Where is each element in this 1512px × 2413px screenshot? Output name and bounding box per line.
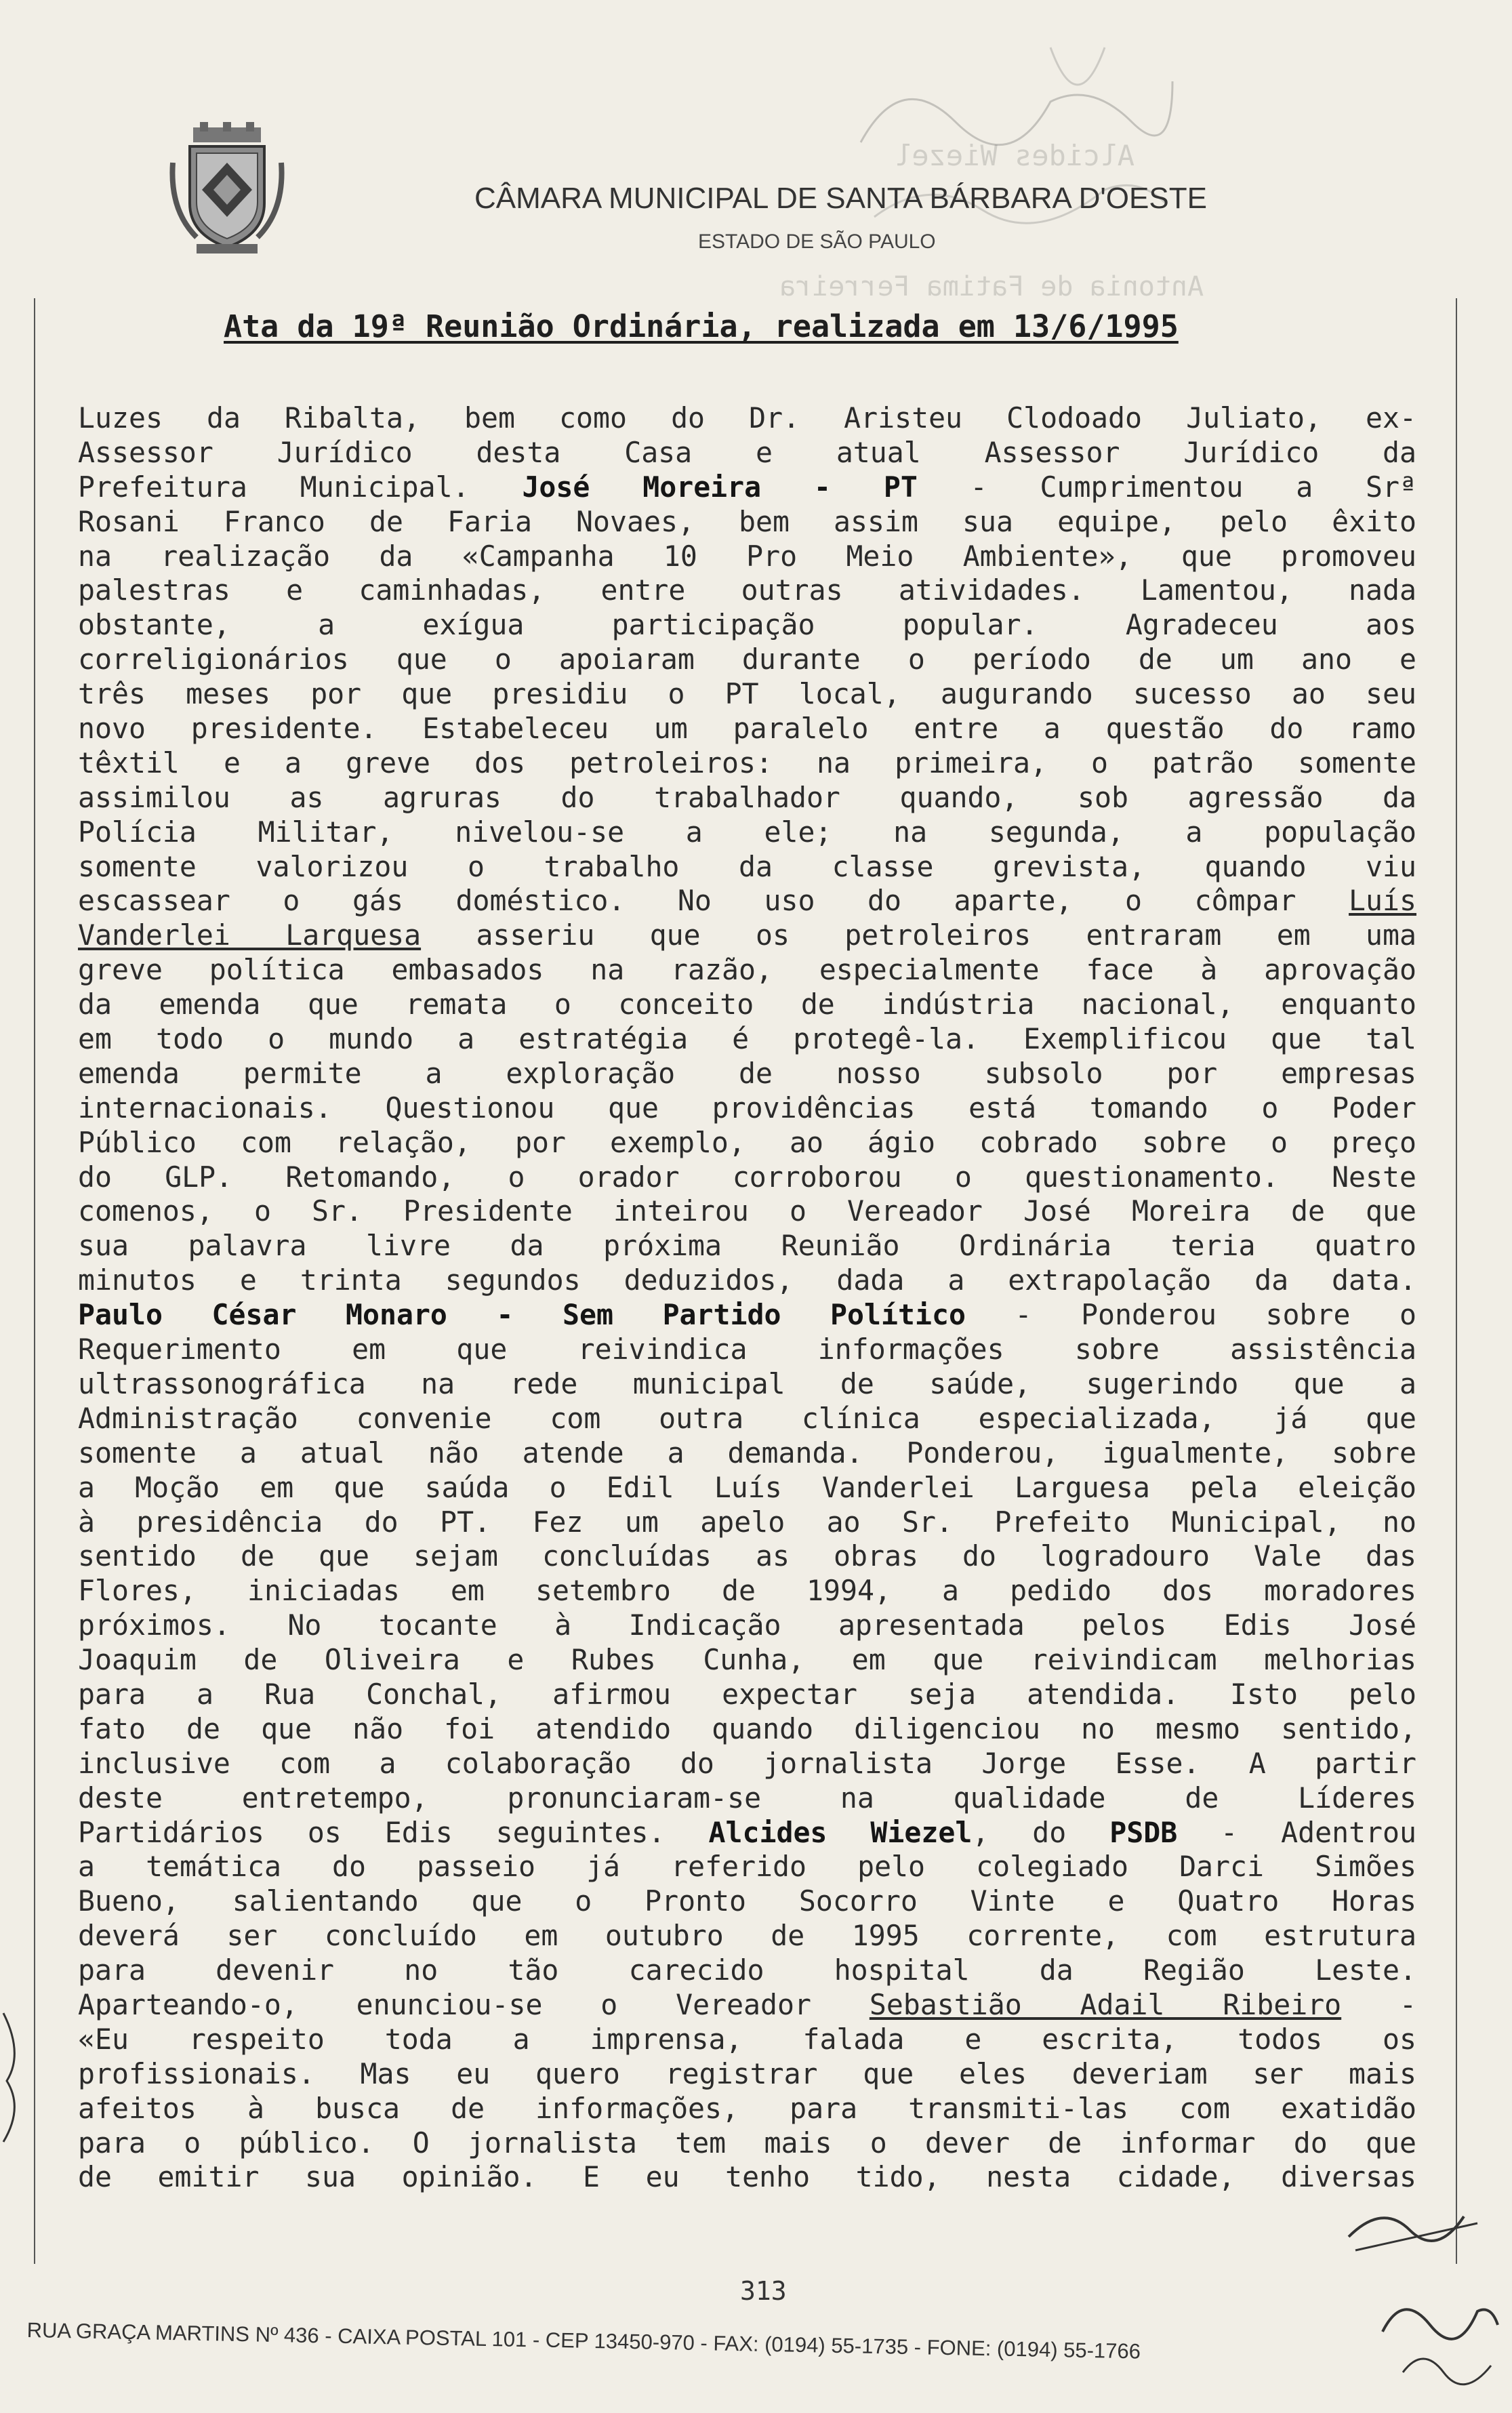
text-line [78, 1333, 1416, 1367]
text-line [78, 1678, 1416, 1712]
line-segment-text: ultrassonográfica na rede municipal de saúde, sugerindo que a [78, 1366, 1416, 1400]
line-segment-text: à presidência do PT. Fez um apelo ao Sr. Prefeito Municipal, no [78, 1505, 1416, 1539]
line-segment-text: para a Rua Conchal, afirmou expectar seja atendida. Isto pelo [78, 1677, 1416, 1711]
line-segment-pre: Aparteando-o, enunciou-se o Vereador [78, 1987, 870, 2021]
line-segment-text: emenda permite a exploração de nosso subsolo por empresas [78, 1056, 1416, 1090]
text-line [78, 2057, 1416, 2092]
line-segment-text: afeitos à busca de informações, para transmiti-las com exatidão [78, 2091, 1416, 2125]
line-segment-post: - Ponderou sobre o [965, 1298, 1417, 1332]
text-line [78, 1747, 1416, 1781]
line-segment-text: da emenda que remata o conceito de indústria nacional, enquanto [78, 988, 1416, 1021]
text-line [78, 470, 1416, 505]
text-line [78, 1850, 1416, 1884]
text-line [78, 918, 1416, 953]
line-segment-text: somente valorizou o trabalho da classe grevista, quando viu [78, 849, 1416, 883]
line-segment-text: do GLP. Retomando, o orador corroborou o questionamento. Neste [78, 1160, 1416, 1194]
text-line [78, 953, 1416, 988]
text-line [78, 1953, 1416, 1988]
text-line [78, 1091, 1416, 1126]
text-line [78, 2160, 1416, 2195]
line-segment-text: sentido de que sejam concluídas as obras do logradouro Vale das [78, 1539, 1416, 1573]
line-segment-text: profissionais. Mas eu quero registrar que eles deveriam ser mais [78, 2056, 1416, 2090]
line-segment-text: greve política embasados na razão, especialmente face à aprovação [78, 953, 1416, 987]
text-line [78, 1057, 1416, 1091]
line-segment-text: deverá ser concluído em outubro de 1995 corrente, com estrutura [78, 1919, 1416, 1953]
text-line [78, 1160, 1416, 1195]
line-segment-post: asseriu que os petroleiros entraram em uma [421, 918, 1416, 952]
document-title: Ata da 19ª Reunião Ordinária, realizada em 13/6/1995 [224, 308, 1179, 344]
line-segment-text: fato de que não foi atendido quando diligenciou no mesmo sentido, [78, 1711, 1416, 1745]
line-segment-under: Vanderlei Larquesa [78, 918, 422, 952]
line-segment-text: Bueno, salientando que o Pronto Socorro Vinte e Quatro Horas [78, 1884, 1416, 1918]
line-segment-text: internacionais. Questionou que providências está tomando o Poder [78, 1091, 1416, 1124]
text-line [78, 884, 1416, 918]
line-segment-text: de emitir sua opinião. E eu tenho tido, nesta cidade, diversas [78, 2160, 1416, 2194]
line-segment-text: Joaquim de Oliveira e Rubes Cunha, em que reivindicam melhorias [78, 1643, 1416, 1677]
line-segment-pre: Prefeitura Municipal. [78, 470, 523, 504]
line-segment-text: somente a atual não atende a demanda. Ponderou, igualmente, sobre [78, 1436, 1416, 1469]
line-segment-text: inclusive com a colaboração do jornalista Jorge Esse. A partir [78, 1746, 1416, 1780]
text-line [78, 1367, 1416, 1402]
municipal-crest-icon [169, 122, 285, 258]
line-segment-text: deste entretempo, pronunciaram-se na qualidade de Líderes [78, 1781, 1416, 1814]
institution-name: CÂMARA MUNICIPAL DE SANTA BÁRBARA D'OESTE [474, 182, 1207, 215]
line-segment-post: - [1341, 1987, 1416, 2021]
text-line [78, 1816, 1416, 1850]
line-segment-pre: escassear o gás doméstico. No uso do aparte, o cômpar [78, 884, 1349, 918]
text-line [78, 436, 1416, 470]
line-segment-text: a Moção em que saúda o Edil Luís Vanderlei Larguesa pela eleição [78, 1470, 1416, 1504]
right-margin-rule [1456, 298, 1457, 2264]
line-segment-text: Público com relação, por exemplo, ao ágio cobrado sobre o preço [78, 1125, 1416, 1159]
text-line [78, 1126, 1416, 1160]
left-margin-rule [34, 298, 35, 2264]
line-segment-bold2: PSDB [1109, 1815, 1178, 1849]
text-line [78, 746, 1416, 781]
text-line [78, 1643, 1416, 1678]
line-segment-text: palestras e caminhadas, entre outras atividades. Lamentou, nada [78, 573, 1416, 607]
line-segment-bold: Paulo César Monaro - Sem Partido Político [78, 1298, 966, 1332]
line-segment-text: novo presidente. Estabeleceu um paralelo entre a questão do ramo [78, 712, 1416, 746]
bleed-through-name-1: Alcides Wiezel [895, 139, 1135, 172]
text-line [78, 815, 1416, 850]
text-line [78, 573, 1416, 608]
text-line [78, 1884, 1416, 1919]
line-segment-under: Luís [1349, 884, 1416, 918]
signature-left-edge [0, 2000, 27, 2155]
line-segment-text: Luzes da Ribalta, bem como do Dr. Aristeu Clodoado Juliato, ex- [78, 401, 1416, 434]
signature-bottom-right [1342, 2196, 1505, 2399]
line-segment-post: - Cumprimentou a Srª [917, 470, 1416, 504]
text-line [78, 1781, 1416, 1816]
line-segment-text: para o público. O jornalista tem mais o dever de informar do que [78, 2126, 1416, 2159]
line-segment-text: três meses por que presidiu o PT local, augurando sucesso ao seu [78, 677, 1416, 711]
text-line [78, 1022, 1416, 1057]
text-line [78, 1505, 1416, 1540]
line-segment-post: - Adentrou [1177, 1815, 1417, 1849]
text-line [78, 1298, 1416, 1333]
line-segment-text: minutos e trinta segundos deduzidos, dada a extrapolação da data. [78, 1263, 1416, 1297]
footer-address: RUA GRAÇA MARTINS Nº 436 - CAIXA POSTAL 101 - CEP 13450-970 - FAX: (0194) 55-1735 - FONE: (0194) 55-1766 [26, 2318, 1141, 2364]
text-line [78, 2126, 1416, 2161]
line-segment-pre: Partidários os Edis seguintes. [78, 1815, 709, 1849]
text-line [78, 1263, 1416, 1298]
text-line [78, 1539, 1416, 1574]
line-segment-text: próximos. No tocante à Indicação apresentada pelos Edis José [78, 1608, 1416, 1642]
line-segment-text: para devenir no tão carecido hospital da Região Leste. [78, 1953, 1416, 1987]
text-line [78, 2092, 1416, 2126]
line-segment-text: em todo o mundo a estratégia é protegê-la. Exemplificou que tal [78, 1022, 1416, 1056]
bleed-through-name-2: Antonia de Fatima Ferreira [779, 271, 1204, 302]
text-line [78, 1919, 1416, 1953]
text-line [78, 988, 1416, 1022]
line-segment-mid: , do [972, 1815, 1110, 1849]
line-segment-text: Assessor Jurídico desta Casa e atual Assessor Jurídico da [78, 435, 1416, 469]
text-line [78, 401, 1416, 436]
text-line [78, 505, 1416, 540]
line-segment-text: Flores, iniciadas em setembro de 1994, a pedido dos moradores [78, 1574, 1416, 1608]
text-line [78, 608, 1416, 643]
line-segment-under: Sebastião Adail Ribeiro [869, 1987, 1342, 2021]
state-name: ESTADO DE SÃO PAULO [698, 230, 936, 253]
text-line [78, 677, 1416, 712]
text-line [78, 1194, 1416, 1229]
text-line [78, 1712, 1416, 1747]
line-segment-text: Polícia Militar, nivelou-se a ele; na segunda, a população [78, 815, 1416, 849]
text-line [78, 643, 1416, 677]
line-segment-text: sua palavra livre da próxima Reunião Ordinária teria quatro [78, 1229, 1416, 1263]
line-segment-text: correligionários que o apoiaram durante o período de um ano e [78, 643, 1416, 676]
line-segment-text: a temática do passeio já referido pelo colegiado Darci Simões [78, 1850, 1416, 1884]
line-segment-text: têxtil e a greve dos petroleiros: na primeira, o patrão somente [78, 746, 1416, 779]
text-line [78, 1608, 1416, 1643]
line-segment-text: «Eu respeito toda a imprensa, falada e escrita, todos os [78, 2022, 1416, 2056]
text-line [78, 540, 1416, 574]
text-line [78, 1471, 1416, 1505]
line-segment-text: assimilou as agruras do trabalhador quando, sob agressão da [78, 780, 1416, 814]
minutes-body-text [78, 401, 1416, 2195]
page-number: 313 [740, 2276, 787, 2306]
text-line [78, 1229, 1416, 1263]
text-line [78, 1574, 1416, 1608]
line-segment-text: na realização da «Campanha 10 Pro Meio Ambiente», que promoveu [78, 539, 1416, 573]
line-segment-text: Requerimento em que reivindica informações sobre assistência [78, 1333, 1416, 1366]
text-line [78, 850, 1416, 885]
text-line [78, 1402, 1416, 1436]
line-segment-text: comenos, o Sr. Presidente inteirou o Vereador José Moreira de que [78, 1194, 1416, 1228]
line-segment-text: Rosani Franco de Faria Novaes, bem assim sua equipe, pelo êxito [78, 504, 1416, 538]
line-segment-text: Administração convenie com outra clínica especializada, já que [78, 1401, 1416, 1435]
line-segment-bold: José Moreira - PT [522, 470, 918, 504]
text-line [78, 2023, 1416, 2057]
text-line [78, 712, 1416, 746]
text-line [78, 781, 1416, 815]
signature-scribble-top [847, 41, 1186, 258]
line-segment-text: obstante, a exígua participação popular. Agradeceu aos [78, 608, 1416, 642]
text-line [78, 1988, 1416, 2023]
line-segment-bold: Alcides Wiezel [708, 1815, 973, 1849]
text-line [78, 1436, 1416, 1471]
